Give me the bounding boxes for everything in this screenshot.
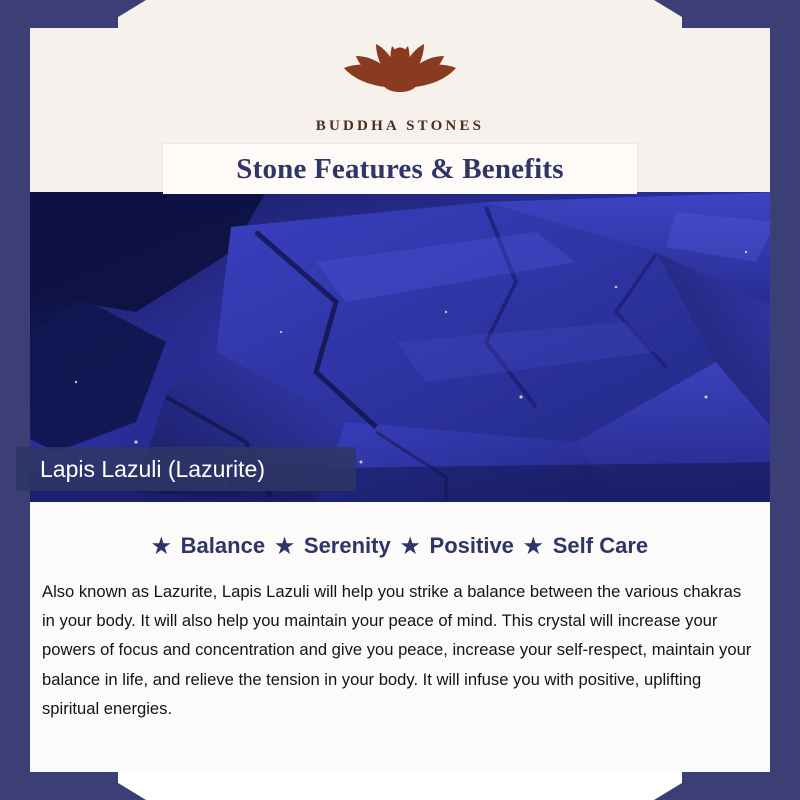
lotus-meditation-figure-icon: [330, 22, 470, 114]
frame-corner-top-right-diagonal: [654, 0, 700, 28]
stone-name-bar: [16, 447, 356, 491]
frame-right-bar: [770, 0, 800, 800]
keyword-list: [16, 502, 784, 559]
keyword-balance: Balance: [180, 533, 266, 558]
frame-corner-bottom-right-diagonal: [654, 772, 700, 800]
frame-left-bar: [0, 0, 30, 800]
brand-name: BUDDHA STONES: [315, 118, 485, 134]
title-banner: [163, 144, 637, 194]
star-icon: ★: [275, 534, 294, 558]
star-icon: ★: [523, 534, 543, 558]
frame-corner-bottom-left-diagonal: [100, 772, 146, 800]
frame-corner-top-left-diagonal: [100, 0, 146, 28]
stone-description: Also known as Lazurite, Lapis Lazuli will help you strike a balance between the various chakras in your body. It will also help you maintain your peace of mind. This crystal will increase your powers of focus and concentration and give you peace, increase your self-respect, maintain your balance in life, and relieve the tension in your body. It will infuse you with positive, uplifting spiritual energies.: [42, 582, 752, 718]
keyword-self-care: Self Care: [552, 533, 649, 558]
keyword-serenity: Serenity: [303, 533, 391, 558]
star-icon: ★: [151, 534, 171, 558]
brand-logo: [290, 22, 510, 135]
content-panel: [16, 502, 784, 772]
star-icon: ★: [400, 534, 420, 558]
keyword-positive: Positive: [429, 533, 514, 558]
stone-name: Lapis Lazuli (Lazurite): [40, 455, 266, 482]
page-title: Stone Features & Benefits: [236, 152, 564, 185]
